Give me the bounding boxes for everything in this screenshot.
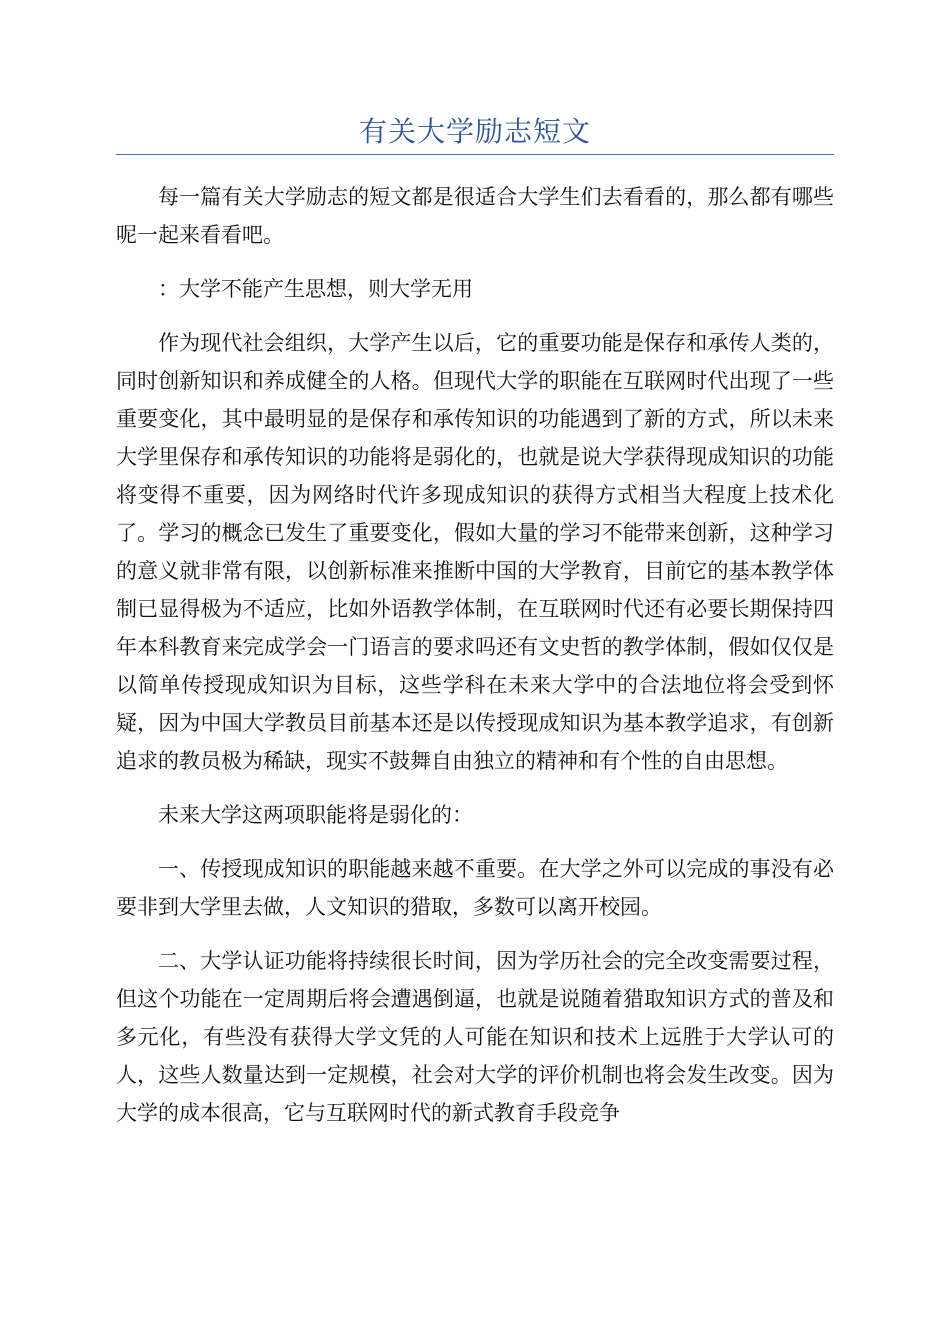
paragraph-heading: ：大学不能产生思想，则大学无用: [158, 277, 473, 301]
paragraph-point-one: 一、传授现成知识的职能越来越不重要。在大学之外可以完成的事没有必要非到大学里去做，人文知识的猎取，多数可以离开校园。: [116, 857, 834, 919]
paragraph-main: 作为现代社会组织，大学产生以后，它的重要功能是保存和承传人类的，同时创新知识和养成健全的人格。但现代大学的职能在互联网时代出现了一些重要变化，其中最明显的是保存和承传知识的功能遇到了新的方式，所以未来大学里保存和承传知识的功能将是弱化的，也就是说大学获得现成知识的功能将变得不重要，因为网络时代许多现成知识的获得方式相当大程度上技术化了。学习的概念已发生了重要变化，假如大量的学习不能带来创新，这种学习的意义就非常有限，以创新标准来推断中国的大学教育，目前它的基本教学体制已显得极为不适应，比如外语教学体制，在互联网时代还有必要长期保持四年本科教育来完成学会一门语言的要求吗还有文史哲的教学体制，假如仅仅是以简单传授现成知识为目标，这些学科在未来大学中的合法地位将会受到怀疑，因为中国大学教员目前基本还是以传授现成知识为基本教学追求，有创新追求的教员极为稀缺，现实不鼓舞自由独立的精神和有个性的自由思想。: [116, 331, 834, 773]
paragraph-point-two: 二、大学认证功能将持续很长时间，因为学历社会的完全改变需要过程，但这个功能在一定周期后将会遭遇倒逼，也就是说随着猎取知识方式的普及和多元化，有些没有获得大学文凭的人可能在知识和技术上远胜于大学认可的人，这些人数量达到一定规模，社会对大学的评价机制也将会发生改变。因为大学的成本很高，它与互联网时代的新式教育手段竞争: [116, 949, 834, 1125]
paragraph-intro: 每一篇有关大学励志的短文都是很适合大学生们去看看的，那么都有哪些呢一起来看看吧。: [116, 185, 834, 247]
title-underline: [116, 154, 834, 155]
paragraph-list-intro: 未来大学这两项职能将是弱化的：: [158, 803, 473, 827]
page-title: 有关大学励志短文: [358, 115, 591, 148]
document-body: [116, 178, 834, 1148]
